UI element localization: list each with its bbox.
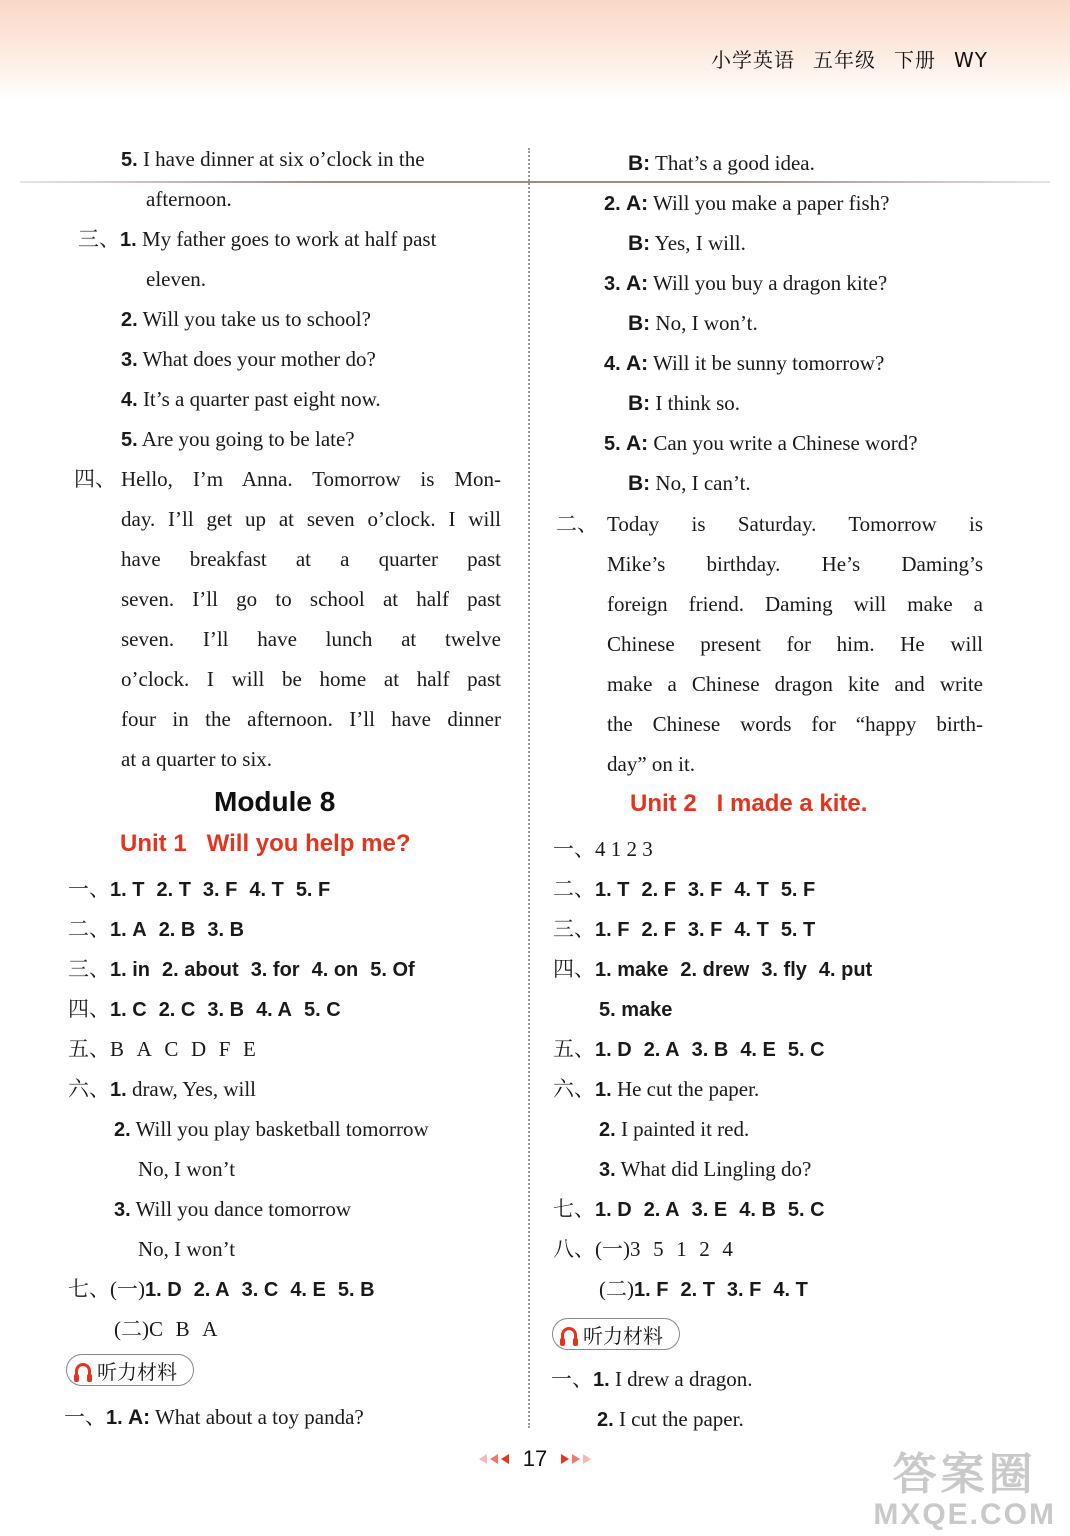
passage-line: Hello, I’m Anna. Tomorrow is Mon- <box>121 467 501 491</box>
passage-line: Chinese present for him. He will <box>607 632 983 656</box>
answer-row: 八、(一)3 5 1 2 4 <box>553 1237 733 1261</box>
passage-line: the Chinese words for “happy birth- <box>607 712 983 736</box>
answer-line: No, I won’t <box>138 1237 236 1261</box>
dialogue-line: B: I think so. <box>628 391 741 415</box>
answer-row: 一、4 1 2 3 <box>553 837 653 861</box>
answer-line: 3. What did Lingling do? <box>599 1157 812 1181</box>
module-title: Module 8 <box>214 786 336 817</box>
answer-line: No, I won’t <box>138 1157 236 1181</box>
answer-line: eleven. <box>146 267 207 291</box>
unit-1-title: Unit 1 Will you help me? <box>120 830 411 857</box>
answer-row: 七、(一)1. D 2. A 3. C 4. E 5. B <box>68 1277 375 1301</box>
unit-2-title: Unit 2 I made a kite. <box>630 790 868 817</box>
header-subject: 小学英语 <box>711 48 795 72</box>
answer-line: 2. Will you take us to school? <box>121 307 371 331</box>
answer-line: 一、1. A: What about a toy panda? <box>64 1405 364 1429</box>
answer-row: 七、1. D 2. A 3. E 4. B 5. C <box>553 1197 825 1221</box>
dialogue-line: 5. A: Can you write a Chinese word? <box>604 431 918 455</box>
answer-row: 五、1. D 2. A 3. B 4. E 5. C <box>553 1037 825 1061</box>
dialogue-line: B: No, I won’t. <box>628 311 758 335</box>
answer-row: 五、B A C D F E <box>68 1037 256 1061</box>
answer-row: 二、1. T 2. F 3. F 4. T 5. F <box>553 877 816 901</box>
section-2-mark: 二、 <box>556 512 598 536</box>
answer-row: 三、1. in 2. about 3. for 4. on 5. Of <box>68 957 415 981</box>
answer-row: 三、1. F 2. F 3. F 4. T 5. T <box>553 917 816 941</box>
answer-row: 二、1. A 2. B 3. B <box>68 917 245 941</box>
passage-line: make a Chinese dragon kite and write <box>607 672 983 696</box>
answer-line: 一、1. I drew a dragon. <box>551 1367 753 1391</box>
answer-row: (二)1. F 2. T 3. F 4. T <box>599 1277 808 1301</box>
passage-line: o’clock. I will be home at half past <box>121 667 501 691</box>
dialogue-line: B: Yes, I will. <box>628 231 746 255</box>
answer-line: 4. It’s a quarter past eight now. <box>121 387 381 411</box>
section-4-mark: 四、 <box>74 467 116 491</box>
listening-label: 听力材料 <box>97 1359 177 1384</box>
section-3: 三、1. My father goes to work at half past <box>78 227 437 251</box>
answer-line: 2. Will you play basketball tomorrow <box>114 1117 429 1141</box>
passage-line: seven. I’ll go to school at half past <box>121 587 501 611</box>
answer-line: 2. I cut the paper. <box>597 1407 744 1431</box>
dialogue-line: 3. A: Will you buy a dragon kite? <box>604 271 888 295</box>
answer-line: 3. What does your mother do? <box>121 347 376 371</box>
listening-material-tab <box>552 1318 680 1350</box>
answer-row: (二)C B A <box>114 1317 218 1341</box>
dialogue-line: 2. A: Will you make a paper fish? <box>604 191 890 215</box>
header-grade: 五年级 <box>813 48 876 72</box>
answer-row: 一、1. T 2. T 3. F 4. T 5. F <box>68 877 331 901</box>
page-number: 17 <box>522 1446 548 1471</box>
answer-line: afternoon. <box>146 187 232 211</box>
listening-material-tab <box>66 1354 194 1386</box>
answer-row: 四、1. make 2. drew 3. fly 4. put <box>553 957 873 981</box>
answer-row: 六、1. He cut the paper. <box>553 1077 760 1101</box>
column-divider <box>528 148 530 1428</box>
passage-line: day. I’ll get up at seven o’clock. I will <box>121 507 501 531</box>
passage-line: foreign friend. Daming will make a <box>607 592 983 616</box>
passage-line: have breakfast at a quarter past <box>121 547 501 571</box>
headphone-icon <box>561 1327 577 1341</box>
horizontal-rule <box>20 181 1050 183</box>
watermark-en: MXQE.COM <box>873 1498 1056 1531</box>
passage-line: seven. I’ll have lunch at twelve <box>121 627 501 651</box>
dialogue-line: 4. A: Will it be sunny tomorrow? <box>604 351 885 375</box>
header-edition: WY <box>954 48 988 72</box>
watermark-cn: 答案圈 <box>892 1449 1037 1500</box>
answer-line: 2. I painted it red. <box>599 1117 750 1141</box>
answer-line: 5. make <box>599 999 673 1021</box>
passage-line: Mike’s birthday. He’s Daming’s <box>607 552 983 576</box>
listening-label: 听力材料 <box>583 1323 663 1348</box>
running-header <box>693 44 988 73</box>
dialogue-line: B: That’s a good idea. <box>628 151 815 175</box>
passage-line: four in the afternoon. I’ll have dinner <box>121 707 501 731</box>
watermark <box>873 1450 1056 1530</box>
answer-line: 3. Will you dance tomorrow <box>114 1197 352 1221</box>
dialogue-line: B: No, I can’t. <box>628 471 751 495</box>
headphone-icon <box>75 1363 91 1377</box>
header-volume: 下册 <box>894 48 936 72</box>
answer-line: 5. Are you going to be late? <box>121 427 355 451</box>
passage-line: Today is Saturday. Tomorrow is <box>607 512 983 536</box>
answer-line: 5. I have dinner at six o’clock in the <box>121 147 425 171</box>
answer-row: 六、1. draw, Yes, will <box>68 1077 256 1101</box>
next-arrows-icon <box>561 1454 591 1464</box>
prev-arrows-icon <box>479 1454 509 1464</box>
passage-line: day” on it. <box>607 752 696 776</box>
answer-row: 四、1. C 2. C 3. B 4. A 5. C <box>68 997 341 1021</box>
passage-line: at a quarter to six. <box>121 747 273 771</box>
